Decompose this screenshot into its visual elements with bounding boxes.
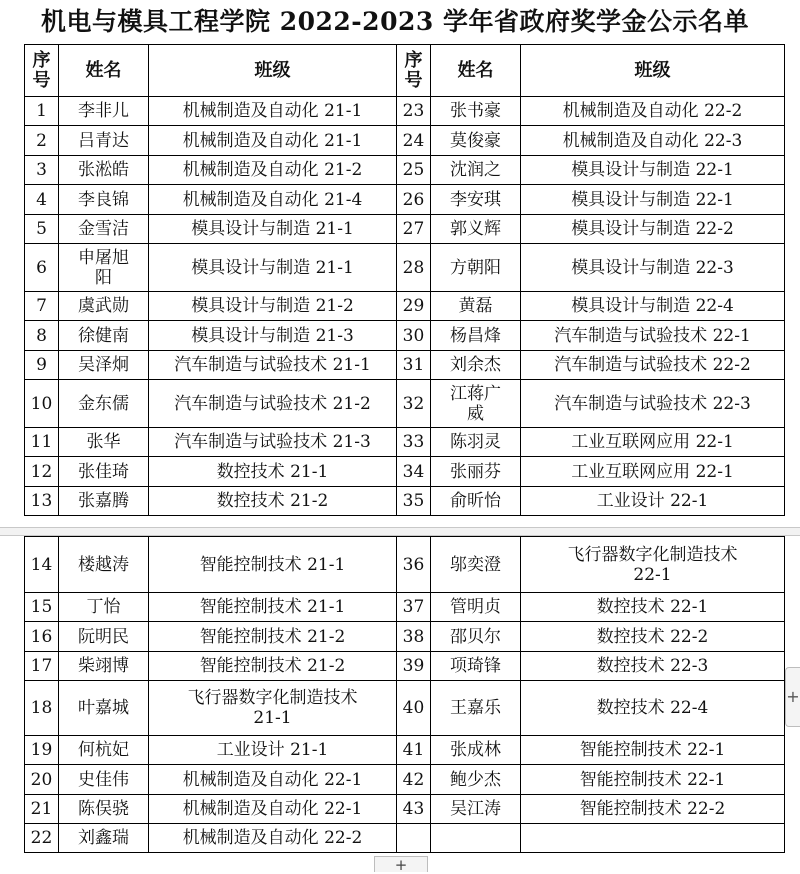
cell-name: 陈俣骁 bbox=[59, 795, 149, 824]
cell-class: 智能控制技术 21-2 bbox=[149, 652, 397, 681]
cell-name: 刘鑫瑞 bbox=[59, 824, 149, 853]
page-title: 机电与模具工程学院 2022-2023 学年省政府奖学金公示名单 bbox=[41, 7, 749, 36]
table-row bbox=[25, 428, 785, 457]
cell-name: 管明贞 bbox=[431, 593, 521, 622]
cell-seq: 14 bbox=[25, 537, 59, 593]
cell-class: 汽车制造与试验技术 21-3 bbox=[149, 428, 397, 457]
cell-class: 汽车制造与试验技术 22-2 bbox=[521, 351, 785, 380]
header-seq: 序 号 bbox=[25, 45, 59, 97]
cell-seq: 10 bbox=[25, 380, 59, 428]
cell-seq: 43 bbox=[397, 795, 431, 824]
cell-seq: 38 bbox=[397, 622, 431, 652]
cell-seq: 27 bbox=[397, 215, 431, 244]
cell-name: 李非儿 bbox=[59, 97, 149, 126]
cell-class: 汽车制造与试验技术 21-2 bbox=[149, 380, 397, 428]
cell-class: 模具设计与制造 22-2 bbox=[521, 215, 785, 244]
cell-seq bbox=[397, 824, 431, 853]
cell-name: 邵贝尔 bbox=[431, 622, 521, 652]
cell-seq: 31 bbox=[397, 351, 431, 380]
cell-seq: 40 bbox=[397, 681, 431, 736]
cell-class: 飞行器数字化制造技术 22-1 bbox=[521, 537, 785, 593]
table-row bbox=[25, 824, 785, 853]
cell-seq: 11 bbox=[25, 428, 59, 457]
cell-seq: 8 bbox=[25, 321, 59, 351]
cell-class: 机械制造及自动化 21-1 bbox=[149, 126, 397, 156]
cell-class: 机械制造及自动化 22-1 bbox=[149, 765, 397, 795]
cell-name: 史佳伟 bbox=[59, 765, 149, 795]
table-row bbox=[25, 736, 785, 765]
cell-class: 智能控制技术 22-1 bbox=[521, 736, 785, 765]
cell-class: 汽车制造与试验技术 22-1 bbox=[521, 321, 785, 351]
cell-class: 模具设计与制造 22-1 bbox=[521, 156, 785, 185]
cell-class: 汽车制造与试验技术 22-3 bbox=[521, 380, 785, 428]
cell-class: 工业设计 22-1 bbox=[521, 487, 785, 516]
cell-class: 机械制造及自动化 21-4 bbox=[149, 185, 397, 215]
expand-handle-icon[interactable]: + bbox=[785, 667, 800, 727]
cell-class: 智能控制技术 22-2 bbox=[521, 795, 785, 824]
cell-seq: 28 bbox=[397, 244, 431, 292]
cell-name: 阮明民 bbox=[59, 622, 149, 652]
cell-class: 模具设计与制造 22-4 bbox=[521, 292, 785, 321]
table-row bbox=[25, 97, 785, 126]
cell-name: 刘余杰 bbox=[431, 351, 521, 380]
scholarship-table-part1 bbox=[24, 44, 785, 516]
cell-seq: 6 bbox=[25, 244, 59, 292]
cell-name: 吴泽炯 bbox=[59, 351, 149, 380]
cell-name: 李良锦 bbox=[59, 185, 149, 215]
cell-seq: 21 bbox=[25, 795, 59, 824]
cell-class: 机械制造及自动化 22-2 bbox=[149, 824, 397, 853]
cell-seq: 9 bbox=[25, 351, 59, 380]
cell-seq: 15 bbox=[25, 593, 59, 622]
cell-class: 机械制造及自动化 22-2 bbox=[521, 97, 785, 126]
header-class: 班级 bbox=[149, 45, 397, 97]
cell-name: 郭义辉 bbox=[431, 215, 521, 244]
table-row bbox=[25, 457, 785, 487]
cell-class: 智能控制技术 22-1 bbox=[521, 765, 785, 795]
cell-class: 模具设计与制造 21-1 bbox=[149, 244, 397, 292]
cell-seq: 42 bbox=[397, 765, 431, 795]
cell-seq: 18 bbox=[25, 681, 59, 736]
cell-seq: 33 bbox=[397, 428, 431, 457]
cell-class: 数控技术 21-2 bbox=[149, 487, 397, 516]
cell-seq: 37 bbox=[397, 593, 431, 622]
cell-seq: 23 bbox=[397, 97, 431, 126]
cell-name: 何杭妃 bbox=[59, 736, 149, 765]
table-row bbox=[25, 537, 785, 593]
cell-name: 张书豪 bbox=[431, 97, 521, 126]
cell-seq: 36 bbox=[397, 537, 431, 593]
table-row bbox=[25, 126, 785, 156]
cell-name: 王嘉乐 bbox=[431, 681, 521, 736]
cell-seq: 39 bbox=[397, 652, 431, 681]
cell-seq: 24 bbox=[397, 126, 431, 156]
cell-name: 俞昕怡 bbox=[431, 487, 521, 516]
cell-name: 叶嘉城 bbox=[59, 681, 149, 736]
header-row bbox=[25, 45, 785, 97]
cell-seq: 7 bbox=[25, 292, 59, 321]
table-row bbox=[25, 795, 785, 824]
cell-name: 张嘉腾 bbox=[59, 487, 149, 516]
cell-name: 张淞皓 bbox=[59, 156, 149, 185]
cell-name: 李安琪 bbox=[431, 185, 521, 215]
table-row bbox=[25, 215, 785, 244]
cell-name: 方朝阳 bbox=[431, 244, 521, 292]
cell-name: 丁怡 bbox=[59, 593, 149, 622]
table-row bbox=[25, 380, 785, 428]
cell-class: 模具设计与制造 22-1 bbox=[521, 185, 785, 215]
cell-name: 柴翊博 bbox=[59, 652, 149, 681]
cell-class bbox=[521, 824, 785, 853]
cell-seq: 34 bbox=[397, 457, 431, 487]
cell-seq: 5 bbox=[25, 215, 59, 244]
cell-seq: 25 bbox=[397, 156, 431, 185]
header-name: 姓名 bbox=[59, 45, 149, 97]
table-row bbox=[25, 622, 785, 652]
cell-name: 申屠旭 阳 bbox=[59, 244, 149, 292]
header-name: 姓名 bbox=[431, 45, 521, 97]
cell-seq: 29 bbox=[397, 292, 431, 321]
cell-seq: 16 bbox=[25, 622, 59, 652]
cell-class: 汽车制造与试验技术 21-1 bbox=[149, 351, 397, 380]
cell-name: 江蒋广 威 bbox=[431, 380, 521, 428]
cell-seq: 13 bbox=[25, 487, 59, 516]
cell-class: 工业互联网应用 22-1 bbox=[521, 428, 785, 457]
page-break-bar bbox=[0, 527, 800, 536]
cell-name: 张华 bbox=[59, 428, 149, 457]
table-row bbox=[25, 652, 785, 681]
cell-class: 数控技术 22-4 bbox=[521, 681, 785, 736]
table-row bbox=[25, 185, 785, 215]
cell-seq: 2 bbox=[25, 126, 59, 156]
header-seq: 序 号 bbox=[397, 45, 431, 97]
table-row bbox=[25, 244, 785, 292]
cell-name bbox=[431, 824, 521, 853]
cell-seq: 4 bbox=[25, 185, 59, 215]
cell-seq: 3 bbox=[25, 156, 59, 185]
cell-seq: 17 bbox=[25, 652, 59, 681]
cell-seq: 32 bbox=[397, 380, 431, 428]
cell-class: 机械制造及自动化 22-1 bbox=[149, 795, 397, 824]
header-class: 班级 bbox=[521, 45, 785, 97]
cell-name: 楼越涛 bbox=[59, 537, 149, 593]
cell-seq: 41 bbox=[397, 736, 431, 765]
table-row bbox=[25, 156, 785, 185]
table-row bbox=[25, 593, 785, 622]
cell-name: 项琦锋 bbox=[431, 652, 521, 681]
cell-name: 徐健南 bbox=[59, 321, 149, 351]
cell-class: 数控技术 21-1 bbox=[149, 457, 397, 487]
cell-class: 智能控制技术 21-2 bbox=[149, 622, 397, 652]
table-row bbox=[25, 321, 785, 351]
add-sheet-icon[interactable]: + bbox=[374, 856, 428, 872]
cell-class: 数控技术 22-3 bbox=[521, 652, 785, 681]
cell-seq: 20 bbox=[25, 765, 59, 795]
cell-class: 机械制造及自动化 21-2 bbox=[149, 156, 397, 185]
cell-seq: 30 bbox=[397, 321, 431, 351]
cell-class: 智能控制技术 21-1 bbox=[149, 593, 397, 622]
cell-class: 智能控制技术 21-1 bbox=[149, 537, 397, 593]
cell-class: 模具设计与制造 21-1 bbox=[149, 215, 397, 244]
cell-name: 吕青达 bbox=[59, 126, 149, 156]
cell-name: 张佳琦 bbox=[59, 457, 149, 487]
cell-class: 模具设计与制造 21-2 bbox=[149, 292, 397, 321]
scholarship-table-part2 bbox=[24, 536, 785, 853]
table-row bbox=[25, 681, 785, 736]
cell-name: 莫俊豪 bbox=[431, 126, 521, 156]
cell-seq: 35 bbox=[397, 487, 431, 516]
cell-seq: 22 bbox=[25, 824, 59, 853]
cell-name: 虞武勋 bbox=[59, 292, 149, 321]
cell-class: 机械制造及自动化 22-3 bbox=[521, 126, 785, 156]
cell-seq: 26 bbox=[397, 185, 431, 215]
cell-name: 金雪洁 bbox=[59, 215, 149, 244]
cell-class: 飞行器数字化制造技术 21-1 bbox=[149, 681, 397, 736]
table-row bbox=[25, 292, 785, 321]
cell-name: 邬奕澄 bbox=[431, 537, 521, 593]
cell-name: 鲍少杰 bbox=[431, 765, 521, 795]
cell-seq: 12 bbox=[25, 457, 59, 487]
cell-name: 陈羽灵 bbox=[431, 428, 521, 457]
cell-class: 工业设计 21-1 bbox=[149, 736, 397, 765]
cell-class: 机械制造及自动化 21-1 bbox=[149, 97, 397, 126]
cell-name: 金东儒 bbox=[59, 380, 149, 428]
cell-seq: 19 bbox=[25, 736, 59, 765]
cell-class: 数控技术 22-2 bbox=[521, 622, 785, 652]
cell-name: 沈润之 bbox=[431, 156, 521, 185]
cell-name: 张丽芬 bbox=[431, 457, 521, 487]
cell-seq: 1 bbox=[25, 97, 59, 126]
cell-class: 工业互联网应用 22-1 bbox=[521, 457, 785, 487]
cell-name: 吴江涛 bbox=[431, 795, 521, 824]
cell-name: 黄磊 bbox=[431, 292, 521, 321]
cell-class: 模具设计与制造 21-3 bbox=[149, 321, 397, 351]
cell-name: 张成林 bbox=[431, 736, 521, 765]
table-row bbox=[25, 487, 785, 516]
cell-class: 数控技术 22-1 bbox=[521, 593, 785, 622]
cell-class: 模具设计与制造 22-3 bbox=[521, 244, 785, 292]
table-row bbox=[25, 765, 785, 795]
cell-name: 杨昌烽 bbox=[431, 321, 521, 351]
table-row bbox=[25, 351, 785, 380]
